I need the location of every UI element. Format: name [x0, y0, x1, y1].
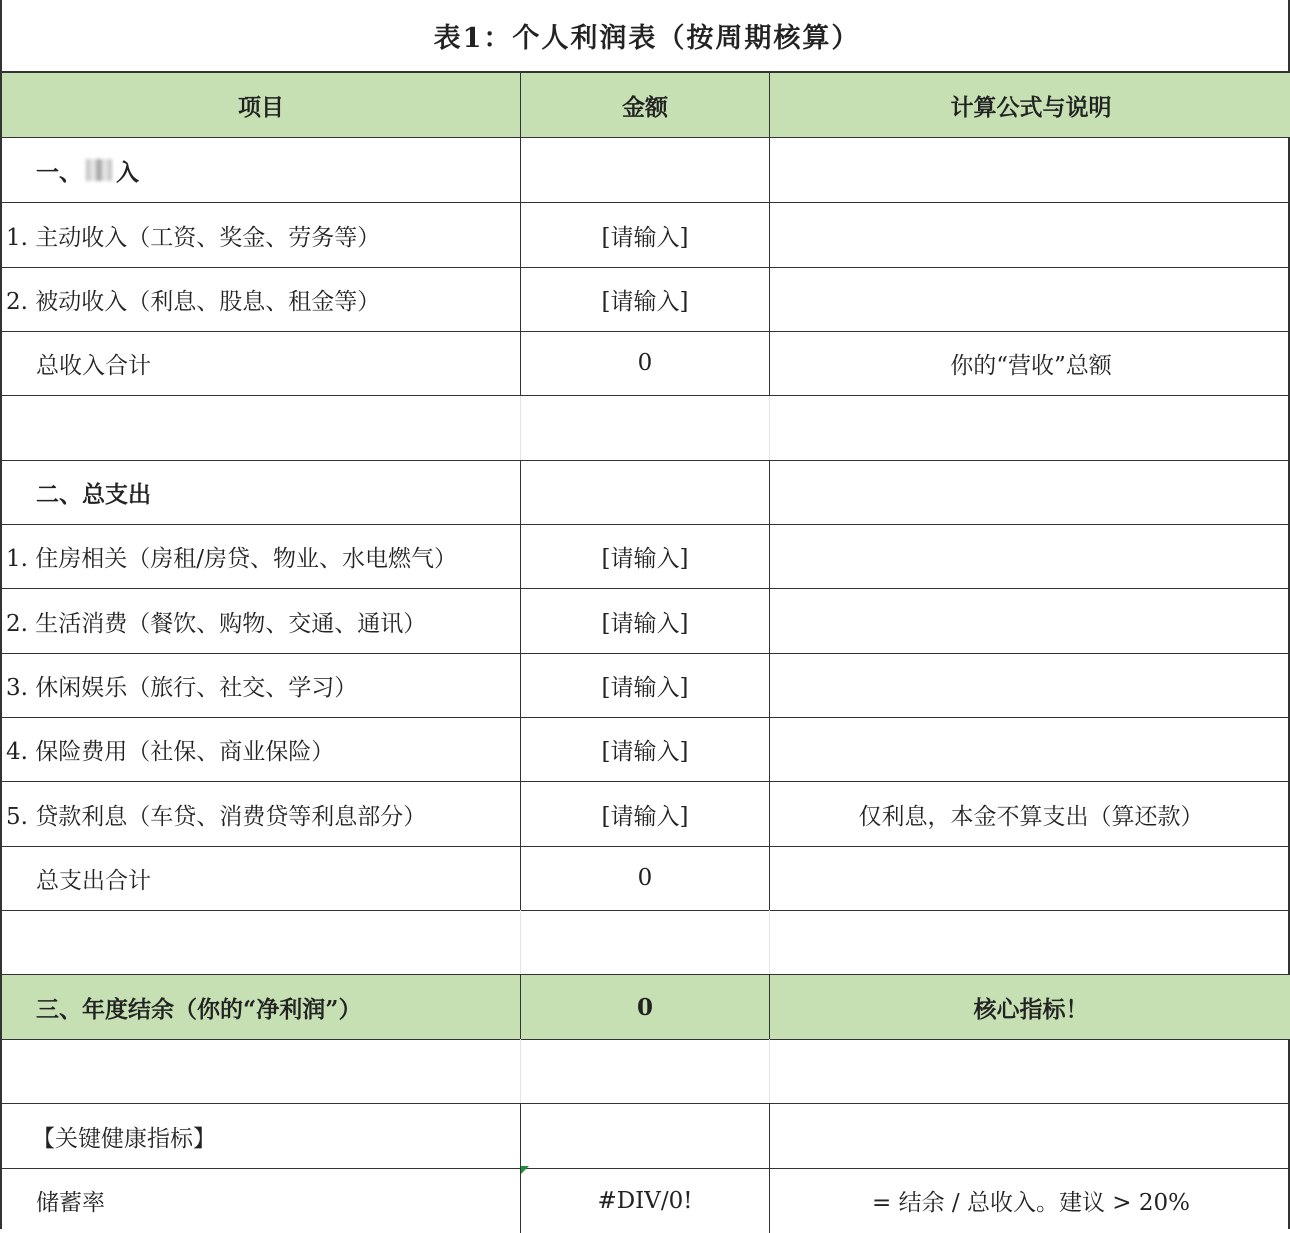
empty-cell[interactable]	[770, 1039, 1290, 1103]
note-cell[interactable]: = 结余 / 总收入。建议 > 20%	[872, 1190, 1190, 1216]
table-row	[2, 589, 1290, 654]
item-cell[interactable]: 1. 住房相关（房租/房贷、物业、水电燃气）	[2, 524, 521, 588]
item-cell[interactable]: 总收入合计	[2, 331, 521, 395]
table-title: 表1：个人利润表（按周期核算）	[2, 0, 1290, 73]
note-cell[interactable]	[770, 653, 1290, 717]
table-row	[2, 717, 1290, 782]
table-row	[2, 524, 1290, 589]
note-cell[interactable]	[770, 524, 1290, 588]
note-cell[interactable]: 仅利息，本金不算支出（算还款）	[858, 803, 1204, 830]
income-heading-note[interactable]	[770, 138, 1290, 202]
income-heading-prefix: 一、	[36, 158, 82, 186]
note-cell[interactable]	[770, 846, 1290, 910]
amount-cell[interactable]: [请输入]	[521, 524, 770, 588]
empty-cell[interactable]	[2, 1039, 521, 1103]
empty-cell[interactable]	[521, 1039, 770, 1103]
blank-row	[2, 1039, 1290, 1104]
item-cell[interactable]: 2. 被动收入（利息、股息、租金等）	[2, 267, 521, 331]
item-cell[interactable]: 5. 贷款利息（车贷、消费贷等利息部分）	[2, 782, 521, 846]
table-row	[2, 267, 1290, 332]
header-amount[interactable]: 金额	[521, 73, 770, 137]
note-cell[interactable]	[770, 267, 1290, 331]
empty-cell[interactable]	[770, 396, 1290, 460]
empty-cell[interactable]	[521, 1104, 770, 1168]
item-cell[interactable]: 1. 主动收入（工资、奖金、劳务等）	[2, 203, 521, 267]
expense-heading-row	[2, 460, 1290, 525]
income-heading-cell[interactable]	[2, 138, 521, 202]
comment-marker-icon	[521, 1166, 529, 1174]
empty-cell[interactable]	[521, 910, 770, 974]
amount-cell[interactable]: #DIV/0!	[521, 1168, 770, 1233]
item-cell[interactable]: 3. 休闲娱乐（旅行、社交、学习）	[2, 653, 521, 717]
empty-cell[interactable]	[521, 396, 770, 460]
empty-cell[interactable]	[2, 910, 521, 974]
header-item[interactable]: 项目	[2, 73, 521, 137]
item-cell[interactable]: 储蓄率	[2, 1168, 521, 1233]
empty-cell[interactable]	[770, 910, 1290, 974]
table-row	[2, 782, 1290, 847]
amount-cell[interactable]: [请输入]	[521, 589, 770, 653]
income-total-row	[2, 331, 1290, 396]
redacted-text	[86, 159, 112, 181]
header-row	[2, 73, 1290, 138]
amount-cell[interactable]: [请输入]	[521, 203, 770, 267]
note-cell[interactable]: 你的“营收”总额	[950, 352, 1112, 379]
item-cell[interactable]: 总支出合计	[2, 846, 521, 910]
health-heading-cell[interactable]: 【关键健康指标】	[2, 1104, 521, 1168]
note-cell[interactable]	[770, 203, 1290, 267]
item-cell[interactable]: 2. 生活消费（餐饮、购物、交通、通讯）	[2, 589, 521, 653]
empty-cell[interactable]	[770, 460, 1290, 524]
health-heading-row	[2, 1104, 1290, 1169]
note-cell[interactable]	[770, 717, 1290, 781]
amount-cell[interactable]: 0	[521, 975, 770, 1039]
income-heading-suffix: 入	[116, 158, 139, 186]
expense-total-row	[2, 846, 1290, 911]
balance-row	[2, 975, 1290, 1040]
empty-cell[interactable]	[770, 1104, 1290, 1168]
empty-cell[interactable]	[521, 460, 770, 524]
amount-cell[interactable]: [请输入]	[521, 267, 770, 331]
table-row	[2, 653, 1290, 718]
blank-row	[2, 396, 1290, 461]
table-row	[2, 203, 1290, 268]
note-cell[interactable]	[770, 589, 1290, 653]
item-cell[interactable]: 三、年度结余（你的“净利润”）	[2, 975, 521, 1039]
item-cell[interactable]: 4. 保险费用（社保、商业保险）	[2, 717, 521, 781]
amount-cell[interactable]: [请输入]	[521, 782, 770, 846]
income-heading-amount[interactable]	[521, 138, 770, 202]
amount-cell[interactable]: [请输入]	[521, 653, 770, 717]
blank-row	[2, 910, 1290, 975]
note-cell[interactable]: 核心指标！	[973, 995, 1089, 1023]
amount-cell[interactable]: 0	[521, 331, 770, 395]
empty-cell[interactable]	[2, 396, 521, 460]
amount-cell[interactable]: 0	[521, 846, 770, 910]
amount-cell[interactable]: [请输入]	[521, 717, 770, 781]
header-note[interactable]: 计算公式与说明	[950, 93, 1112, 121]
expense-heading-cell[interactable]: 二、总支出	[2, 460, 521, 524]
income-heading-row	[2, 138, 1290, 203]
table-row	[2, 1168, 1290, 1233]
